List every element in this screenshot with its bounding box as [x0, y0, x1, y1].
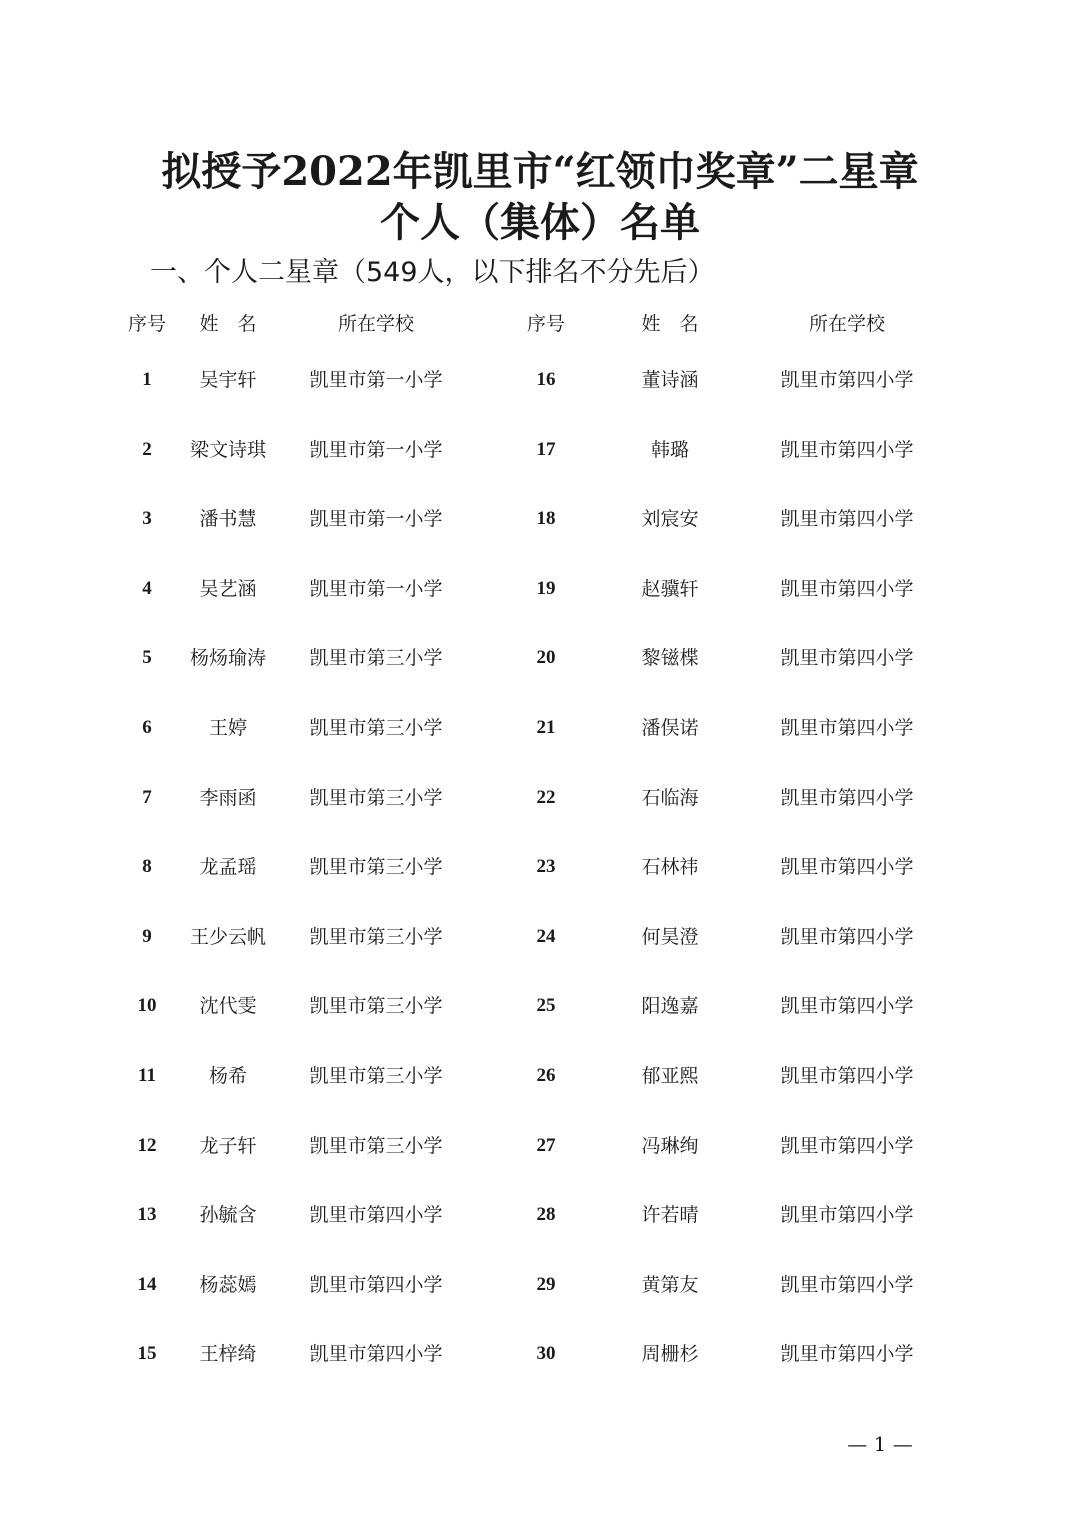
row-number: 5 — [142, 647, 152, 668]
school-name: 凯里市第三小学 — [309, 787, 443, 809]
row-number: 17 — [536, 439, 556, 460]
school-name: 凯里市第四小学 — [780, 508, 914, 530]
school-name: 凯里市第四小学 — [780, 647, 914, 669]
student-name: 梁文诗琪 — [189, 439, 266, 461]
school-name: 凯里市第四小学 — [780, 369, 914, 391]
school-name: 凯里市第三小学 — [309, 856, 443, 878]
row-number: 14 — [137, 1274, 157, 1295]
school-name: 凯里市第一小学 — [309, 578, 443, 600]
row-number: 21 — [536, 717, 556, 738]
school-name: 凯里市第三小学 — [309, 717, 443, 739]
school-name: 凯里市第四小学 — [780, 717, 914, 739]
row-number: 18 — [536, 508, 556, 529]
student-name: 李雨函 — [199, 787, 257, 809]
student-name: 石临海 — [641, 787, 699, 809]
row-number: 19 — [536, 578, 556, 599]
row-number: 27 — [536, 1135, 556, 1156]
header-school: 所在学校 — [337, 313, 414, 335]
student-name: 沈代雯 — [199, 995, 257, 1017]
row-number: 28 — [536, 1204, 556, 1225]
header-name: 姓 名 — [641, 313, 699, 335]
section-heading: 一、个人二星章（549人，以下排名不分先后） — [150, 257, 715, 288]
row-number: 6 — [142, 717, 152, 738]
student-name: 王婷 — [208, 717, 247, 739]
student-name: 王梓绮 — [199, 1343, 257, 1365]
school-name: 凯里市第四小学 — [780, 1204, 914, 1226]
school-name: 凯里市第四小学 — [780, 926, 914, 948]
student-name: 潘俣诺 — [641, 717, 699, 739]
student-name: 吴宇轩 — [199, 369, 257, 391]
row-number: 26 — [536, 1065, 556, 1086]
header-number: 序号 — [127, 313, 166, 335]
row-number: 2 — [142, 439, 152, 460]
school-name: 凯里市第一小学 — [309, 508, 443, 530]
row-number: 15 — [137, 1343, 157, 1364]
row-number: 10 — [137, 995, 157, 1016]
student-name: 周栅杉 — [641, 1343, 699, 1365]
student-name: 刘宸安 — [641, 508, 699, 530]
student-name: 赵骥轩 — [641, 578, 699, 600]
student-name: 阳逸嘉 — [641, 995, 699, 1017]
row-number: 29 — [536, 1274, 556, 1295]
row-number: 12 — [137, 1135, 157, 1156]
student-name: 孙毓含 — [199, 1204, 257, 1226]
school-name: 凯里市第四小学 — [780, 787, 914, 809]
row-number: 30 — [536, 1343, 556, 1364]
school-name: 凯里市第四小学 — [780, 439, 914, 461]
school-name: 凯里市第四小学 — [309, 1204, 443, 1226]
student-name: 龙孟瑶 — [199, 856, 257, 878]
student-name: 韩璐 — [650, 439, 689, 461]
row-number: 20 — [536, 647, 556, 668]
row-number: 25 — [536, 995, 556, 1016]
header-number: 序号 — [526, 313, 565, 335]
student-name: 冯琳绚 — [641, 1135, 699, 1157]
school-name: 凯里市第四小学 — [780, 995, 914, 1017]
student-name: 杨炀瑜涛 — [189, 647, 266, 669]
row-number: 8 — [142, 856, 152, 877]
student-name: 王少云帆 — [189, 926, 266, 948]
student-name: 黎镃楪 — [641, 647, 699, 669]
row-number: 16 — [536, 369, 556, 390]
school-name: 凯里市第四小学 — [780, 1343, 914, 1365]
school-name: 凯里市第三小学 — [309, 926, 443, 948]
school-name: 凯里市第四小学 — [780, 1274, 914, 1296]
student-name: 吴艺涵 — [199, 578, 257, 600]
student-name: 杨蕊嫣 — [199, 1274, 257, 1296]
row-number: 11 — [138, 1065, 156, 1086]
row-number: 13 — [137, 1204, 157, 1225]
school-name: 凯里市第三小学 — [309, 995, 443, 1017]
school-name: 凯里市第一小学 — [309, 439, 443, 461]
row-number: 22 — [536, 787, 556, 808]
school-name: 凯里市第四小学 — [780, 578, 914, 600]
school-name: 凯里市第四小学 — [780, 1135, 914, 1157]
row-number: 23 — [536, 856, 556, 877]
student-name: 石林祎 — [641, 856, 699, 878]
student-name: 何昊澄 — [641, 926, 699, 948]
school-name: 凯里市第四小学 — [780, 856, 914, 878]
school-name: 凯里市第四小学 — [780, 1065, 914, 1087]
page-number: — 1 — — [847, 1432, 913, 1456]
school-name: 凯里市第一小学 — [309, 369, 443, 391]
school-name: 凯里市第四小学 — [309, 1343, 443, 1365]
document-title: 拟授予2022年凯里市“红领巾奖章”二星章 — [161, 148, 919, 195]
school-name: 凯里市第三小学 — [309, 647, 443, 669]
student-name: 董诗涵 — [641, 369, 699, 391]
student-name: 许若晴 — [641, 1204, 699, 1226]
row-number: 24 — [536, 926, 556, 947]
header-school: 所在学校 — [808, 313, 885, 335]
row-number: 9 — [142, 926, 152, 947]
student-name: 潘书慧 — [199, 508, 257, 530]
student-name: 郁亚熙 — [641, 1065, 699, 1087]
school-name: 凯里市第三小学 — [309, 1135, 443, 1157]
school-name: 凯里市第四小学 — [309, 1274, 443, 1296]
student-name: 龙子轩 — [199, 1135, 257, 1157]
row-number: 4 — [142, 578, 152, 599]
student-name: 杨希 — [208, 1065, 247, 1087]
document-subtitle: 个人（集体）名单 — [380, 199, 700, 246]
student-name: 黄第友 — [641, 1274, 699, 1296]
school-name: 凯里市第三小学 — [309, 1065, 443, 1087]
row-number: 3 — [142, 508, 152, 529]
row-number: 7 — [142, 787, 152, 808]
header-name: 姓 名 — [199, 313, 257, 335]
row-number: 1 — [142, 369, 152, 390]
